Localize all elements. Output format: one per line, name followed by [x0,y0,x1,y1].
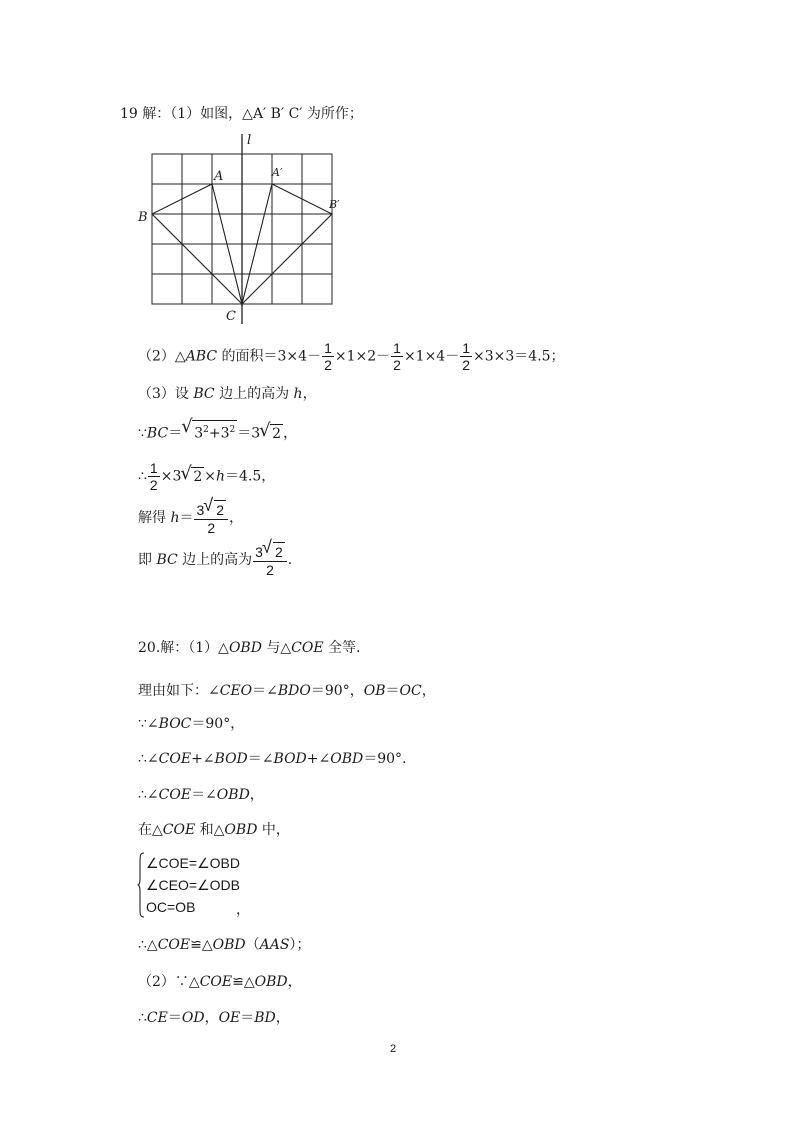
label-C: C [226,309,236,324]
system-brace [137,852,145,918]
sqrt-two: √ 2 [181,467,204,487]
q20-part2: （2）∵△COE≌△OBD， [138,974,302,990]
fraction-result: $\frac{3√ 2}{2}$ [253,542,287,578]
q19-conclusion: 即 BC 边上的高为 $\frac{3√ 2}{2}$ . [138,542,292,578]
q20-reason: 理由如下：∠CEO＝∠BDO＝90°，OB＝OC， [138,683,436,699]
fraction-half: $\frac{1}{2}$ [393,340,401,373]
q20-in-triangles: 在△COE 和△OBD 中， [138,822,290,838]
q19-area-equation: ∴ $\frac{1}{2}$ ×3√ 2 ×h＝4.5， [138,460,275,493]
sqrt-sum: √ $3^2+3^2$ [182,420,237,444]
q19-heading: 19 解：（1）如图，△A′ B′ C′ 为所作； [120,106,363,122]
sqrt-two: √ 2 [260,424,283,444]
page-number: 2 [390,1043,397,1055]
fraction-half: $\frac{1}{2}$ [149,460,158,493]
q19-bc-length: ∵BC＝√ $3^2+3^2 =3√$ 2 ， [138,420,297,444]
q20-congruent: ∴△COE≌△OBD（AAS）； [138,937,311,953]
label-l: l [247,133,252,148]
label-A: A [214,169,224,184]
label-B1: B′ [329,198,340,211]
q20-segments-equal: ∴CE＝OD，OE＝BD， [138,1010,290,1026]
equation-system [146,852,240,918]
q20-angle-equal: ∴∠COE＝∠OBD， [138,787,264,803]
fraction-result: $\frac{3√ 2}{2}$ [194,500,228,536]
system-row-2: ∠CEO=∠ODB [146,877,240,893]
fraction-half: $\frac{1}{2}$ [462,340,471,373]
label-A1: A′ [272,166,283,179]
q19-area-line: （2）△ABC 的面积＝3×4－ $\frac{1}{2}$ ×1×2－ $\frac{1}{2}$ ×1×4－ $\frac{1}{2}$ ×3×3＝4.5； [138,340,565,373]
q20-angle-sum: ∴∠COE+∠BOD＝∠BOD+∠OBD＝90°. [138,751,407,767]
system-comma: ， [236,902,250,918]
q19-height-setup: （3）设 BC 边上的高为 h， [138,386,317,402]
q20-heading: 20.解：（1）△OBD 与△COE 全等. [138,640,361,656]
fraction-half: $\frac{1}{2}$ [324,340,332,373]
label-B: B [138,210,148,225]
grid-figure [136,130,346,326]
q19-solve-h: 解得 h＝ $\frac{3√ 2}{2}$ ， [138,500,243,536]
system-row-1: ∠COE=∠OBD [146,855,240,871]
system-row-3: OC=OB [146,899,196,915]
q20-boc: ∵∠BOC＝90°， [138,716,245,732]
